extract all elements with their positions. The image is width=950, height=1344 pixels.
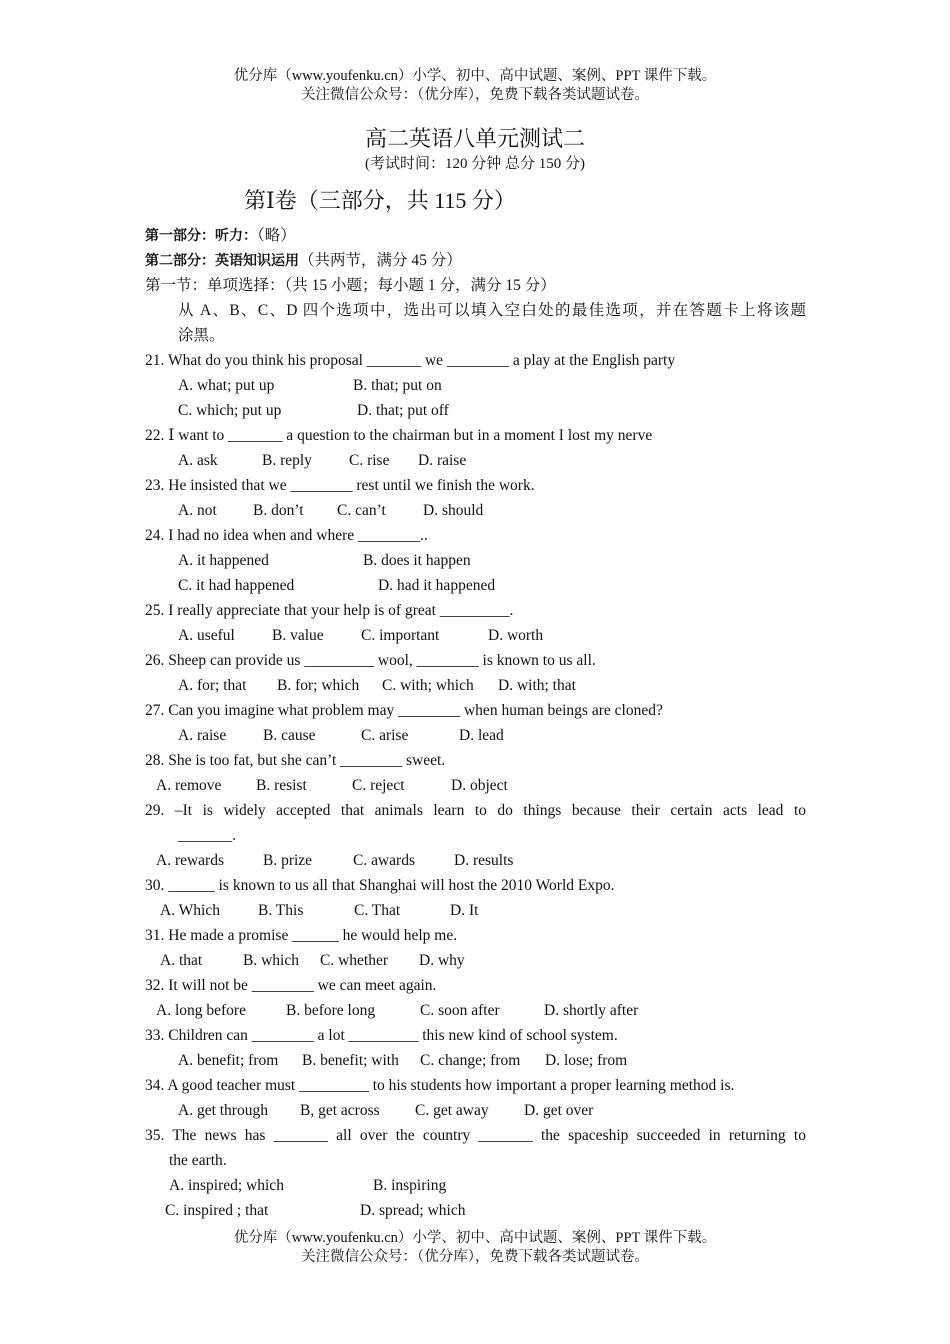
footer-line-1: 优分库（www.youfenku.cn）小学、初中、高中试题、案例、PPT 课件下载。 [233, 1230, 717, 1246]
footer-line-2: 关注微信公众号：（优分库），免费下载各类试题试卷。 [301, 1249, 649, 1265]
question-26-option-a: A. for; that [178, 677, 247, 694]
question-34-option-b: B, get across [300, 1102, 380, 1119]
question-25-option-c: C. important [361, 627, 440, 644]
question-32-stem: 32. It will not be ________ we can meet again. [145, 977, 437, 994]
question-29-option-d: D. results [454, 852, 514, 869]
exam-info: (考试时间：120 分钟 总分 150 分) [365, 156, 585, 172]
question-35-option-a: A. inspired; which [169, 1177, 284, 1194]
question-23-option-a: A. not [178, 502, 217, 519]
question-27-stem: 27. Can you imagine what problem may ________ when human beings are cloned? [145, 702, 663, 719]
question-35-option-d: D. spread; which [360, 1202, 466, 1219]
question-26-stem: 26. Sheep can provide us _________ wool, ________ is known to us all. [145, 652, 596, 669]
question-25-option-a: A. useful [178, 627, 235, 644]
question-31-option-c: C. whether [320, 952, 389, 969]
question-29-stem-continued: _______. [178, 827, 237, 844]
question-34-option-c: C. get away [415, 1102, 489, 1119]
question-33-stem: 33. Children can ________ a lot _________ this new kind of school system. [145, 1027, 618, 1044]
question-29-option-a: A. rewards [156, 852, 225, 869]
question-22-option-b: B. reply [262, 452, 312, 469]
question-35-stem: 35. The news has _______ all over the country _______ the spaceship succeeded in returning to [145, 1127, 806, 1144]
question-26-option-c: C. with; which [382, 677, 474, 694]
question-28-option-c: C. reject [352, 777, 405, 794]
question-23-option-c: C. can’t [337, 502, 386, 519]
question-33-option-c: C. change; from [420, 1052, 521, 1069]
question-35-option-c: C. inspired ; that [165, 1202, 269, 1219]
question-32-option-b: B. before long [286, 1002, 376, 1019]
question-28-stem: 28. She is too fat, but she can’t ________ sweet. [145, 752, 446, 769]
question-27-option-b: B. cause [263, 727, 316, 744]
question-32-option-a: A. long before [156, 1002, 246, 1019]
part2-label: 第二部分：英语知识运用 [145, 253, 299, 269]
part1-note: （略） [257, 227, 296, 244]
question-25-option-d: D. worth [488, 627, 544, 644]
question-21-option-d: D. that; put off [357, 402, 449, 419]
question-35-option-b: B. inspiring [373, 1177, 447, 1194]
question-22-option-d: D. raise [418, 452, 467, 469]
question-22-stem: 22. Ⅰ want to _______ a question to the chairman but in a moment I lost my nerve [145, 427, 653, 444]
question-31-option-b: B. which [243, 952, 299, 969]
part2-note: （共两节，满分 45 分） [299, 252, 462, 269]
question-24-option-b: B. does it happen [363, 552, 471, 569]
question-33-option-b: B. benefit; with [302, 1052, 399, 1069]
question-21-option-c: C. which; put up [178, 402, 282, 419]
question-30-option-b: B. This [258, 902, 304, 919]
question-27-option-c: C. arise [361, 727, 409, 744]
header-line-2: 关注微信公众号：（优分库），免费下载各类试题试卷。 [301, 87, 649, 103]
question-21-stem: 21. What do you think his proposal _______ we ________ a play at the English party [145, 352, 676, 369]
question-26-option-d: D. with; that [498, 677, 576, 694]
question-31-option-d: D. why [419, 952, 465, 969]
question-28-option-b: B. resist [256, 777, 307, 794]
question-30-option-a: A. Which [160, 902, 220, 919]
page-title: 高二英语八单元测试二 [364, 127, 585, 152]
question-24-stem: 24. I had no idea when and where ________.. [145, 527, 428, 544]
question-35-stem-continued: the earth. [169, 1152, 227, 1169]
question-32-option-d: D. shortly after [544, 1002, 639, 1019]
question-34-stem: 34. A good teacher must _________ to his students how important a proper learning method is. [145, 1077, 735, 1094]
question-22-option-c: C. rise [349, 452, 390, 469]
question-26-option-b: B. for; which [277, 677, 360, 694]
question-28-option-d: D. object [451, 777, 508, 794]
instruction-line-2: 涂黑。 [178, 327, 225, 344]
part1-heading [145, 226, 296, 246]
instruction-line-1: 从 A、B、C、D 四个选项中，选出可以填入空白处的最佳选项，并在答题卡上将该题 [178, 302, 806, 319]
question-33-option-a: A. benefit; from [178, 1052, 279, 1069]
question-34-option-a: A. get through [178, 1102, 268, 1119]
question-25-option-b: B. value [272, 627, 324, 644]
question-29-stem: 29. –It is widely accepted that animals learn to do things because their certain acts lead to [145, 802, 806, 819]
header-line-1: 优分库（www.youfenku.cn）小学、初中、高中试题、案例、PPT 课件下载。 [233, 68, 717, 84]
question-27-option-d: D. lead [459, 727, 504, 744]
question-21-option-a: A. what; put up [178, 377, 275, 394]
question-24-option-c: C. it had happened [178, 577, 295, 594]
question-34-option-d: D. get over [524, 1102, 594, 1119]
question-21-option-b: B. that; put on [353, 377, 442, 394]
question-27-option-a: A. raise [178, 727, 227, 744]
question-33-option-d: D. lose; from [545, 1052, 628, 1069]
question-24-option-d: D. had it happened [378, 577, 496, 594]
volume-heading: 第Ⅰ卷（三部分，共 115 分） [244, 188, 516, 213]
question-30-stem: 30. ______ is known to us all that Shanghai will host the 2010 World Expo. [145, 877, 615, 894]
section1-heading: 第一节：单项选择：（共 15 小题；每小题 1 分，满分 15 分） [145, 277, 556, 294]
question-32-option-c: C. soon after [420, 1002, 500, 1019]
question-22-option-a: A. ask [178, 452, 218, 469]
part1-label: 第一部分：听力： [145, 228, 257, 244]
question-30-option-d: D. It [450, 902, 479, 919]
question-29-option-b: B. prize [263, 852, 313, 869]
question-31-stem: 31. He made a promise ______ he would help me. [145, 927, 458, 944]
question-23-option-d: D. should [423, 502, 484, 519]
question-24-option-a: A. it happened [178, 552, 269, 569]
question-29-option-c: C. awards [353, 852, 415, 869]
part2-heading [145, 251, 462, 271]
question-28-option-a: A. remove [156, 777, 222, 794]
question-31-option-a: A. that [160, 952, 203, 969]
question-23-option-b: B. don’t [253, 502, 304, 519]
question-25-stem: 25. I really appreciate that your help is of great _________. [145, 602, 514, 619]
question-23-stem: 23. He insisted that we ________ rest until we finish the work. [145, 477, 535, 494]
question-30-option-c: C. That [354, 902, 401, 919]
